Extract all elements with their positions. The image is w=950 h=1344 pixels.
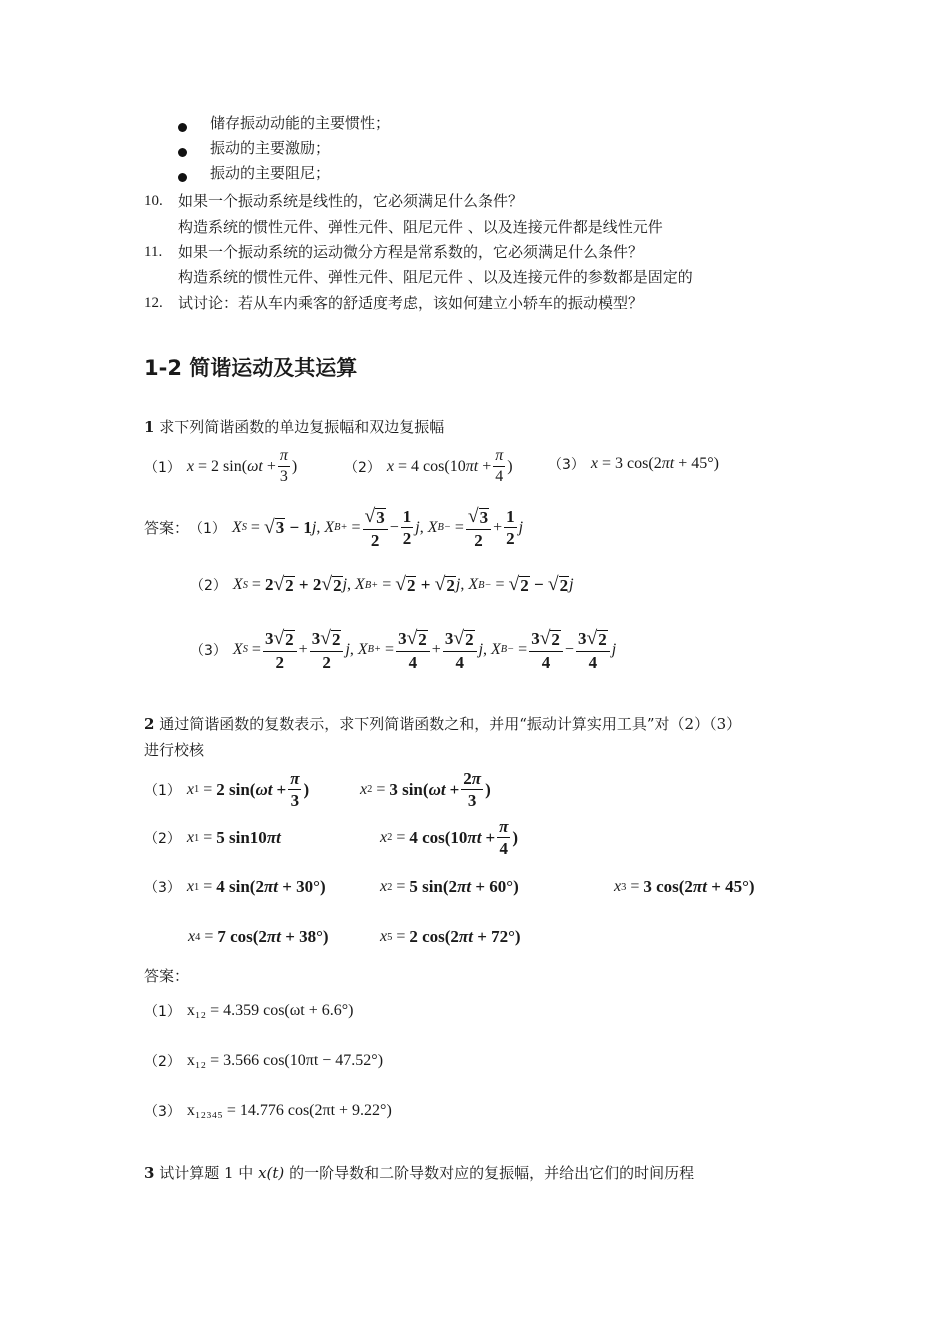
answer-p1-3: （3） X S = 3 √ 2 2 + 3 √ 2 2 j , X B+ = 3 √ 2 4 + 3 √ 2 4 j , X B− = 3 √ 2 4 − 3 √ 2 4 j — [190, 628, 617, 672]
bullet-text: 振动的主要阻尼； — [210, 164, 331, 182]
answer-p1-2: （2） X S = 2 √ 2 + 2 √ 2 j , X B+ = √ 2 + √ 2 j , X B− = √ 2 − √ 2 j — [190, 574, 574, 595]
bullet-item — [178, 142, 187, 162]
formula-p2-3b: x 2 = 5 sin(2 πt + 60°) — [380, 877, 519, 896]
bullet-item — [178, 167, 187, 187]
bullet-text: 振动的主要激励； — [210, 139, 331, 157]
bullet-text: 储存振动动能的主要惯性； — [210, 114, 391, 132]
problem-number: 3 — [144, 1164, 155, 1182]
question-number: 12. — [144, 295, 163, 311]
answer-p2-2: （2） x₁₂ = 3.566 cos(10πt − 47.52°) — [144, 1052, 384, 1070]
problem-variable: x(t) — [258, 1164, 285, 1182]
formula-p1-1: （1） x = 2 sin( ωt + $\frac{\pi}{3}$ ) — [144, 447, 298, 485]
problem-3 — [144, 1163, 694, 1183]
formula-p2-3c: x 3 = 3 cos(2 πt + 45°) — [614, 877, 755, 896]
formula-p2-3d: x 4 = 7 cos(2 πt + 38°) — [188, 927, 329, 946]
problem-text: 求下列简谐函数的单边复振幅和双边复振幅 — [159, 418, 445, 436]
formula-p2-1b: x 2 = 3 sin( ωt + $\frac{2\pi}{3}$ ) — [360, 769, 491, 810]
formula-p1-3: （3） x = 3 cos(2 πt + 45°) — [548, 455, 719, 473]
formula-p2-3e: x 5 = 2 cos(2 πt + 72°) — [380, 927, 521, 946]
question-text: 试讨论：若从车内乘客的舒适度考虑，该如何建立小轿车的振动模型？ — [178, 294, 644, 312]
bullet-dot-icon — [178, 148, 187, 157]
problem-text: 试计算题 1 中 — [159, 1164, 254, 1182]
formula-p2-3a: （3） x 1 = 4 sin(2 πt + 30°) — [144, 877, 326, 896]
problem-text: 通过简谐函数的复数表示，求下列简谐函数之和，并用“振动计算实用工具”对（2）（3） — [159, 715, 742, 733]
formula-p1-2: （2） x = 4 cos(10 πt + $\frac{\pi}{4}$ ) — [344, 447, 513, 485]
question-number: 10. — [144, 193, 163, 209]
bullet-dot-icon — [178, 173, 187, 182]
problem-text-cont: 进行校核 — [144, 741, 205, 759]
formula-p2-2a: （2） x 1 = 5 sin10 πt — [144, 828, 281, 847]
answer-p2-3: （3） x₁₂₃₄₅ = 14.776 cos(2πt + 9.22°) — [144, 1102, 392, 1120]
problem-number: 1 — [144, 418, 155, 436]
answer-label: 答案： — [144, 967, 190, 985]
formula-p2-2b: x 2 = 4 cos(10 πt + $\frac{\pi}{4}$ ) — [380, 817, 519, 858]
problem-number: 2 — [144, 715, 155, 733]
bullet-item — [178, 117, 187, 137]
answer-p1-1: 答案： （1） X S = √ 3 − 1 j , X B+ = √ 3 2 − $\frac{1}{2}$ j , X B− = √ 3 2 + $\frac{1}{2}$ j — [144, 506, 524, 550]
problem-2 — [144, 714, 741, 734]
answer-p2-1: （1） x₁₂ = 4.359 cos(ωt + 6.6°) — [144, 1002, 354, 1020]
problem-text: 的一阶导数和二阶导数对应的复振幅，并给出它们的时间历程 — [289, 1164, 695, 1182]
formula-p2-1a: （1） x 1 = 2 sin( ωt + $\frac{\pi}{3}$ ) — [144, 769, 310, 810]
question-answer: 构造系统的惯性元件、弹性元件、阻尼元件 、以及连接元件都是线性元件 — [178, 218, 663, 236]
question-text: 如果一个振动系统的运动微分方程是常系数的，它必须满足什么条件？ — [178, 243, 644, 261]
section-title: 1-2 简谐运动及其运算 — [144, 356, 358, 380]
problem-1 — [144, 417, 444, 437]
question-answer: 构造系统的惯性元件、弹性元件、阻尼元件 、以及连接元件的参数都是固定的 — [178, 268, 693, 286]
question-number: 11. — [144, 244, 163, 260]
bullet-dot-icon — [178, 123, 187, 132]
question-text: 如果一个振动系统是线性的，它必须满足什么条件？ — [178, 192, 524, 210]
